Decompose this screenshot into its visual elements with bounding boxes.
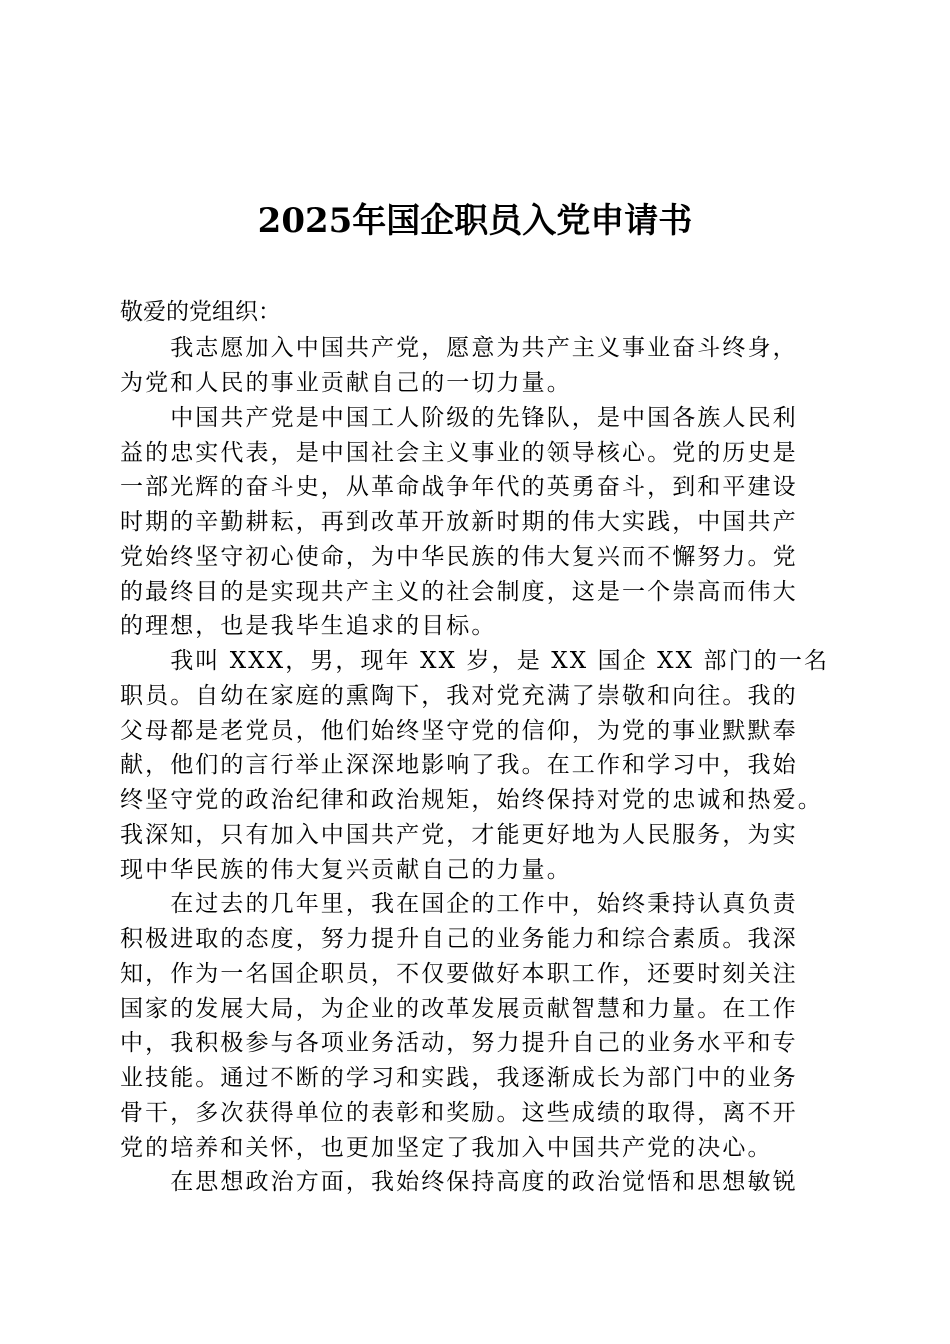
text-line: 在过去的几年里，我在国企的工作中，始终秉持认真负责 bbox=[120, 891, 798, 917]
text-line: 终坚守党的政治纪律和政治规矩，始终保持对党的忠诚和热爱。 bbox=[120, 787, 823, 813]
text-line: 中国共产党是中国工人阶级的先锋队，是中国各族人民利 bbox=[120, 405, 798, 431]
salutation: 敬爱的党组织： bbox=[120, 299, 281, 325]
text-line: 父母都是老党员，他们始终坚守党的信仰，为党的事业默默奉 bbox=[120, 718, 798, 744]
text-line: 我志愿加入中国共产党，愿意为共产主义事业奋斗终身， bbox=[120, 335, 798, 361]
text-line: 职员。自幼在家庭的熏陶下，我对党充满了崇敬和向往。我的 bbox=[120, 683, 798, 709]
text-line: 知，作为一名国企职员，不仅要做好本职工作，还要时刻关注 bbox=[120, 961, 798, 987]
text-line: 积极进取的态度，努力提升自己的业务能力和综合素质。我深 bbox=[120, 926, 798, 952]
text-line: 一部光辉的奋斗史，从革命战争年代的英勇奋斗，到和平建设 bbox=[120, 474, 798, 500]
text-line: 献，他们的言行举止深深地影响了我。在工作和学习中，我始 bbox=[120, 752, 798, 778]
text-line: 的理想，也是我毕生追求的目标。 bbox=[120, 613, 497, 639]
text-line: 骨干，多次获得单位的表彰和奖励。这些成绩的取得，离不开 bbox=[120, 1100, 798, 1126]
text-line: 党始终坚守初心使命，为中华民族的伟大复兴而不懈努力。党 bbox=[120, 544, 798, 570]
text-line: 中，我积极参与各项业务活动，努力提升自己的业务水平和专 bbox=[120, 1030, 798, 1056]
text-line: 国家的发展大局，为企业的改革发展贡献智慧和力量。在工作 bbox=[120, 996, 798, 1022]
text-line: 益的忠实代表，是中国社会主义事业的领导核心。党的历史是 bbox=[120, 440, 798, 466]
text-line: 现中华民族的伟大复兴贡献自己的力量。 bbox=[120, 857, 572, 883]
text-line: 我深知，只有加入中国共产党，才能更好地为人民服务，为实 bbox=[120, 822, 798, 848]
document-title: 2025年国企职员入党申请书 bbox=[257, 201, 693, 241]
text-line: 时期的辛勤耕耘，再到改革开放新时期的伟大实践，中国共产 bbox=[120, 509, 798, 535]
text-line: 业技能。通过不断的学习和实践，我逐渐成长为部门中的业务 bbox=[120, 1065, 798, 1091]
text-line: 党的培养和关怀，也更加坚定了我加入中国共产党的决心。 bbox=[120, 1135, 773, 1161]
text-line: 我叫 XXX，男，现年 XX 岁，是 XX 国企 XX 部门的一名 bbox=[120, 648, 830, 674]
text-line: 的最终目的是实现共产主义的社会制度，这是一个崇高而伟大 bbox=[120, 579, 798, 605]
text-line: 在思想政治方面，我始终保持高度的政治觉悟和思想敏锐 bbox=[120, 1169, 798, 1195]
text-line: 为党和人民的事业贡献自己的一切力量。 bbox=[120, 370, 572, 396]
